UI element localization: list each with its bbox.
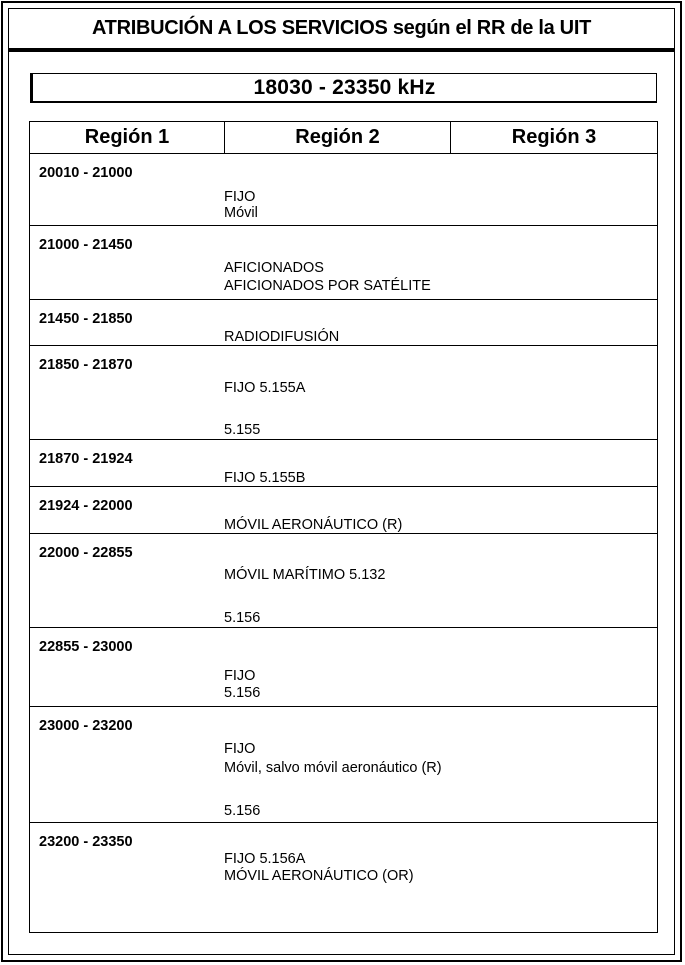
frequency-range-box	[30, 73, 657, 103]
service-line: FIJO 5.155B	[224, 470, 306, 486]
table-row	[30, 487, 657, 534]
service-line: MÓVIL AERONÁUTICO (OR)	[224, 868, 414, 884]
header-region-3: Región 3	[511, 126, 597, 148]
band-range: 23200 - 23350	[39, 834, 133, 850]
header-region-2: Región 2	[225, 122, 451, 153]
header-region-1: Región 1	[30, 122, 225, 153]
table-row	[30, 300, 657, 346]
service-line: FIJO	[224, 189, 256, 205]
table-row	[30, 534, 657, 628]
band-range: 22000 - 22855	[39, 545, 133, 561]
table-row	[30, 346, 657, 440]
band-range: 20010 - 21000	[39, 165, 133, 181]
band-range: 21850 - 21870	[39, 357, 133, 373]
band-range: 21450 - 21850	[39, 311, 133, 327]
service-line: Móvil	[224, 205, 258, 221]
band-range: 21924 - 22000	[39, 498, 133, 514]
table-row	[30, 823, 657, 932]
service-line: FIJO 5.155A	[224, 380, 306, 396]
table-row	[30, 226, 657, 300]
band-range: 21000 - 21450	[39, 237, 133, 253]
service-line: Móvil, salvo móvil aeronáutico (R)	[224, 760, 442, 776]
band-range: 23000 - 23200	[39, 718, 133, 734]
service-line: 5.156	[224, 803, 261, 819]
service-line: AFICIONADOS POR SATÉLITE	[224, 278, 431, 294]
band-range: 22855 - 23000	[39, 639, 133, 655]
title-bar	[8, 8, 675, 52]
table-row	[30, 154, 657, 226]
service-line: 5.156	[224, 610, 261, 626]
table-row	[30, 628, 657, 707]
service-line: FIJO 5.156A	[224, 851, 306, 867]
service-line: MÓVIL MARÍTIMO 5.132	[224, 567, 386, 583]
table-header	[30, 122, 657, 154]
service-line: RADIODIFUSIÓN	[224, 329, 340, 345]
service-line: FIJO	[224, 668, 256, 684]
service-line: FIJO	[224, 741, 256, 757]
service-line: 5.155	[224, 422, 261, 438]
frequency-range: 18030 - 23350 kHz	[253, 75, 436, 99]
table-row	[30, 707, 657, 823]
service-line: MÓVIL AERONÁUTICO (R)	[224, 517, 403, 533]
band-range: 21870 - 21924	[39, 451, 133, 467]
page-title: ATRIBUCIÓN A LOS SERVICIOS según el RR de la UIT	[92, 16, 591, 39]
service-line: AFICIONADOS	[224, 260, 324, 276]
service-line: 5.156	[224, 685, 261, 701]
table-row	[30, 440, 657, 487]
allocation-table	[29, 121, 658, 933]
